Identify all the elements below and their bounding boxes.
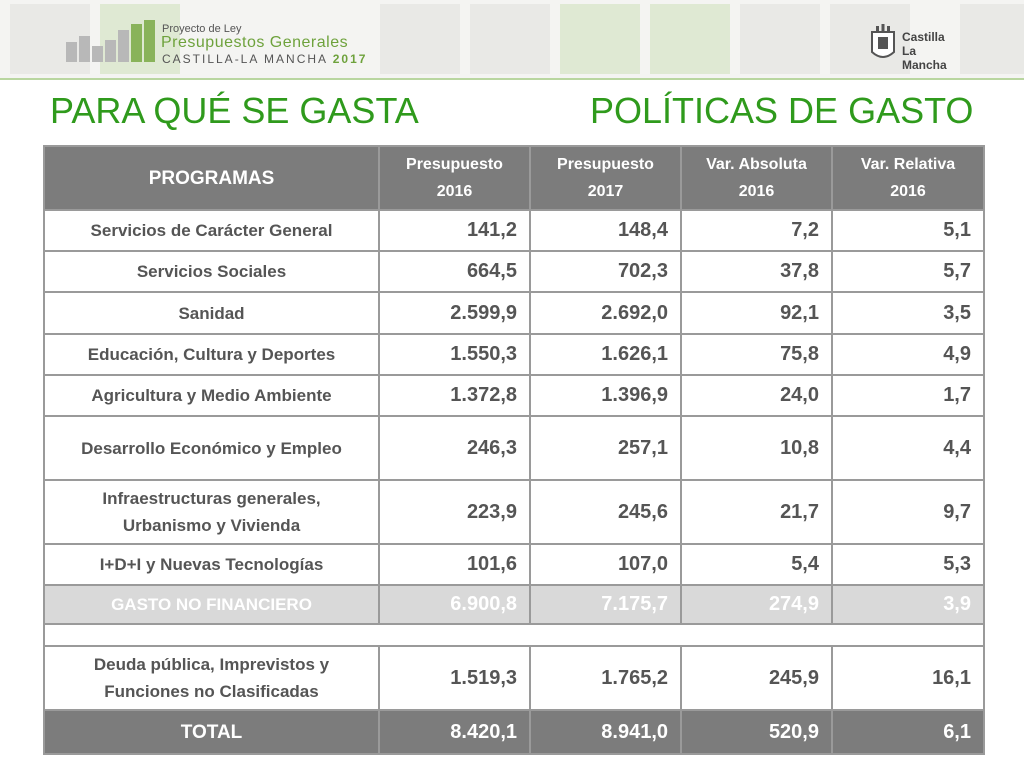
row-label: I+D+I y Nuevas Tecnologías <box>44 544 379 585</box>
budget-logo-icon <box>66 20 156 62</box>
cell-var-relativa: 4,9 <box>832 334 984 375</box>
budget-title: Presupuestos Generales <box>161 34 349 51</box>
column-header-presupuesto-2017: Presupuesto 2017 <box>530 146 681 210</box>
cell-presupuesto-2016: 1.372,8 <box>379 375 530 416</box>
cell-var-relativa: 4,4 <box>832 416 984 480</box>
cell-presupuesto-2016: 1.550,3 <box>379 334 530 375</box>
cell-var-absoluta: 274,9 <box>681 585 832 624</box>
cell-var-relativa: 3,9 <box>832 585 984 624</box>
heading-para-que-se-gasta: PARA QUÉ SE GASTA <box>50 90 419 131</box>
budget-year: 2017 <box>332 52 368 66</box>
spacer-row <box>44 624 984 646</box>
cell-presupuesto-2017: 107,0 <box>530 544 681 585</box>
cell-presupuesto-2017: 2.692,0 <box>530 292 681 334</box>
cell-var-absoluta: 5,4 <box>681 544 832 585</box>
column-header-programas: PROGRAMAS <box>44 146 379 210</box>
cell-var-absoluta: 10,8 <box>681 416 832 480</box>
row-label: Deuda pública, Imprevistos y Funciones no Clasificadas <box>44 646 379 710</box>
table-row <box>44 375 984 416</box>
cell-var-absoluta: 24,0 <box>681 375 832 416</box>
column-header-var-relativa: Var. Relativa 2016 <box>832 146 984 210</box>
column-header-presupuesto-2016: Presupuesto 2016 <box>379 146 530 210</box>
cell-presupuesto-2016: 2.599,9 <box>379 292 530 334</box>
row-label: Educación, Cultura y Deportes <box>44 334 379 375</box>
cell-presupuesto-2016: 101,6 <box>379 544 530 585</box>
table-row <box>44 334 984 375</box>
total-label: TOTAL <box>44 710 379 754</box>
coat-of-arms-icon <box>870 24 896 62</box>
cell-presupuesto-2016: 141,2 <box>379 210 530 251</box>
region-title <box>162 52 367 66</box>
cell-var-relativa: 9,7 <box>832 480 984 544</box>
cell-var-relativa: 5,3 <box>832 544 984 585</box>
table-row <box>44 292 984 334</box>
table-row <box>44 646 984 710</box>
cell-var-absoluta: 520,9 <box>681 710 832 754</box>
subtotal-label: GASTO NO FINANCIERO <box>44 585 379 624</box>
cell-var-relativa: 6,1 <box>832 710 984 754</box>
row-label: Infraestructuras generales, Urbanismo y Vivienda <box>44 480 379 544</box>
total-row <box>44 710 984 754</box>
table-row <box>44 251 984 292</box>
cell-presupuesto-2017: 1.765,2 <box>530 646 681 710</box>
table-header-row <box>44 146 984 210</box>
cell-presupuesto-2017: 1.396,9 <box>530 375 681 416</box>
subtotal-row <box>44 585 984 624</box>
logo-text-castilla: Castilla <box>902 30 945 44</box>
logo-text-la-mancha: La Mancha <box>902 44 947 72</box>
cell-presupuesto-2017: 8.941,0 <box>530 710 681 754</box>
cell-var-relativa: 5,1 <box>832 210 984 251</box>
cell-presupuesto-2017: 245,6 <box>530 480 681 544</box>
spacer-cell <box>44 624 984 646</box>
heading-politicas-de-gasto: POLÍTICAS DE GASTO <box>590 90 974 131</box>
cell-var-absoluta: 7,2 <box>681 210 832 251</box>
cell-var-absoluta: 92,1 <box>681 292 832 334</box>
row-label: Sanidad <box>44 292 379 334</box>
row-label: Servicios Sociales <box>44 251 379 292</box>
cell-var-relativa: 3,5 <box>832 292 984 334</box>
row-label: Desarrollo Económico y Empleo <box>44 416 379 480</box>
castilla-la-mancha-logo <box>870 22 960 72</box>
cell-presupuesto-2016: 6.900,8 <box>379 585 530 624</box>
budget-table <box>43 145 985 755</box>
region-name: CASTILLA-LA MANCHA <box>162 52 328 66</box>
cell-presupuesto-2017: 702,3 <box>530 251 681 292</box>
table-row <box>44 416 984 480</box>
cell-presupuesto-2016: 664,5 <box>379 251 530 292</box>
cell-presupuesto-2016: 1.519,3 <box>379 646 530 710</box>
cell-var-absoluta: 37,8 <box>681 251 832 292</box>
header-band <box>0 0 1024 80</box>
row-label: Servicios de Carácter General <box>44 210 379 251</box>
cell-presupuesto-2017: 257,1 <box>530 416 681 480</box>
cell-var-relativa: 16,1 <box>832 646 984 710</box>
cell-var-relativa: 1,7 <box>832 375 984 416</box>
cell-presupuesto-2017: 7.175,7 <box>530 585 681 624</box>
cell-var-relativa: 5,7 <box>832 251 984 292</box>
table-row <box>44 480 984 544</box>
cell-var-absoluta: 75,8 <box>681 334 832 375</box>
table-row <box>44 210 984 251</box>
cell-presupuesto-2016: 223,9 <box>379 480 530 544</box>
table-row <box>44 544 984 585</box>
cell-var-absoluta: 21,7 <box>681 480 832 544</box>
cell-presupuesto-2017: 1.626,1 <box>530 334 681 375</box>
row-label: Agricultura y Medio Ambiente <box>44 375 379 416</box>
cell-presupuesto-2016: 8.420,1 <box>379 710 530 754</box>
cell-var-absoluta: 245,9 <box>681 646 832 710</box>
cell-presupuesto-2016: 246,3 <box>379 416 530 480</box>
column-header-var-absoluta: Var. Absoluta 2016 <box>681 146 832 210</box>
project-label: Proyecto de Ley <box>162 23 242 35</box>
cell-presupuesto-2017: 148,4 <box>530 210 681 251</box>
